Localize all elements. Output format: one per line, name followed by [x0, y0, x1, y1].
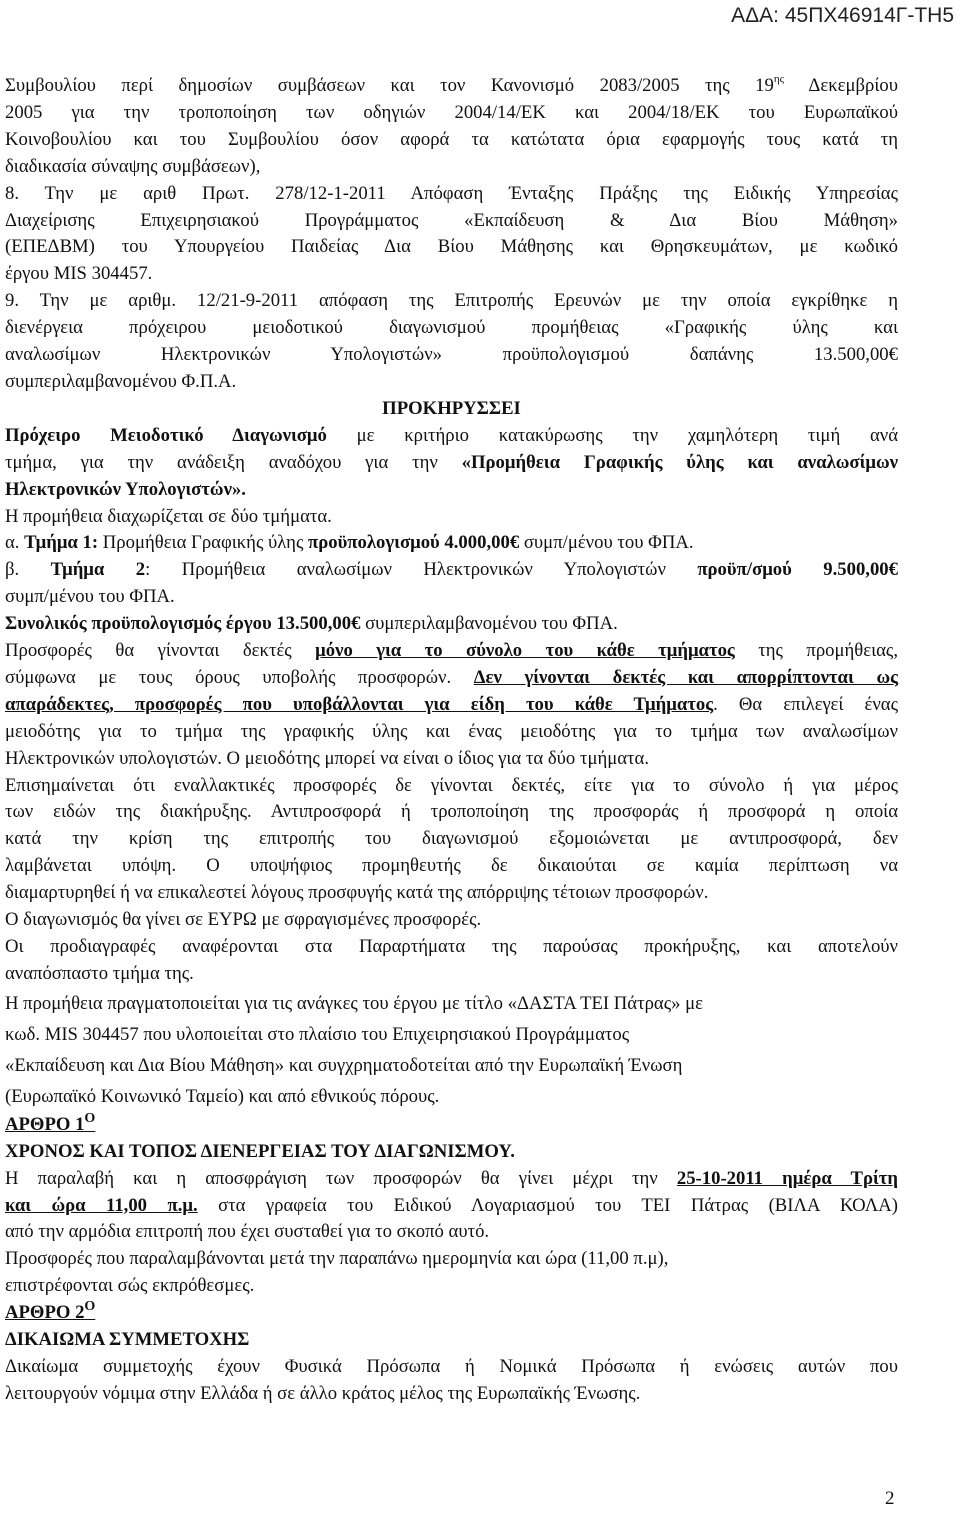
text-line: αναλωσίμων Ηλεκτρονικών Υπολογιστών» προϋπολογισμού δαπάνης 13.500,00€ [5, 344, 898, 366]
text-line: Κοινοβουλίου και του Συμβουλίου όσον αφορά τα κατώτατα όρια εφαρμογής τους κατά τη [5, 128, 898, 150]
lot-2: β. Τμήμα 2: Προμήθεια αναλωσίμων Ηλεκτρονικών Υπολογιστών προϋπ/σμού 9.500,00€ [5, 559, 898, 581]
text-line: λειτουργούν νόμιμα στην Ελλάδα ή σε άλλο κράτος μέλος της Ευρωπαϊκής Ένωσης. [5, 1382, 641, 1404]
text-line: Επισημαίνεται ότι εναλλακτικές προσφορές δε γίνονται δεκτές, είτε για το σύνολο ή για μέρος [5, 774, 898, 796]
ordinal-superscript: ης [773, 73, 784, 85]
text-line: απαράδεκτες, προσφορές που υποβάλλονται για είδη του κάθε Τμήματος. Θα επιλεγεί ένας [5, 693, 898, 715]
text-line: Η προμήθεια διαχωρίζεται σε δύο τμήματα. [5, 505, 332, 527]
text-line: Ηλεκτρονικών Υπολογιστών». [5, 478, 246, 500]
text-line: επιστρέφονται σώς εκπρόθεσμες. [5, 1275, 255, 1297]
text-line: Ο διαγωνισμός θα γίνει σε ΕΥΡΩ με σφραγισμένες προσφορές. [5, 909, 482, 931]
document-body [5, 73, 898, 1408]
text-line: Συμβουλίου περί δημοσίων συμβάσεων και τον Κανονισμό 2083/2005 της $19^{\eta\varsigma}$ Δεκεμβρίου [5, 73, 898, 96]
text-line: 2005 για την τροποποίηση των οδηγιών 2004/14/ΕΚ και 2004/18/ΕΚ του Ευρωπαϊκού [5, 101, 898, 123]
text-line: Προσφορές θα γίνονται δεκτές μόνο για το σύνολο του κάθε τμήματος της προμήθειας, [5, 640, 898, 662]
text-line: και ώρα 11,00 π.μ. στα γραφεία του Ειδικού Λογαριασμού του ΤΕΙ Πάτρας (ΒΙΛΑ ΚΟΛΑ) [5, 1194, 898, 1216]
text-line: (Ευρωπαϊκό Κοινωνικό Ταμείο) και από εθνικούς πόρους. [5, 1085, 440, 1107]
text-line: Οι προδιαγραφές αναφέρονται στα Παραρτήματα της παρούσας προκήρυξης, και αποτελούν [5, 936, 898, 957]
text-line: συμπ/μένου του ΦΠΑ. [5, 586, 175, 608]
text-line: Διαχείρισης Επιχειρησιακού Προγράμματος «Εκπαίδευση & Δια Βίου Μάθηση» [5, 209, 898, 231]
text-line: λαμβάνεται υπόψη. Ο υποψήφιος προμηθευτής δε δικαιούται σε καμία περίπτωση να [5, 855, 898, 877]
lot-1: α. Τμήμα 1: Προμήθεια Γραφικής ύλης προϋπολογισμού 4.000,00€ συμπ/μένου του ΦΠΑ. [5, 532, 694, 554]
page-number: 2 [885, 1488, 895, 1509]
article-1-heading: ΑΡΘΡΟ $1^O$ [5, 1110, 96, 1135]
text-line: τμήμα, για την ανάδειξη αναδόχου για την «Προμήθεια Γραφικής ύλης και αναλωσίμων [5, 451, 898, 473]
text-line: συμπεριλαμβανομένου Φ.Π.Α. [5, 370, 237, 392]
text-line: μειοδότης για το τμήμα της γραφικής ύλης και ένας μειοδότης για το τμήμα των αναλωσίμων [5, 720, 898, 742]
text-line: (ΕΠΕΔΒΜ) του Υπουργείου Παιδείας Δια Βίου Μάθησης και Θρησκευμάτων, με κωδικό [5, 236, 898, 258]
text-line: Πρόχειρο Μειοδοτικό Διαγωνισμό με κριτήριο κατακύρωσης την χαμηλότερη τιμή ανά [5, 424, 899, 446]
text-line: των ειδών της διακήρυξης. Αντιπροσφορά ή τροποποίηση της προσφοράς ή προσφορά η οποία [5, 801, 898, 823]
text-line: σύμφωνα με τους όρους υποβολής προσφορών. Δεν γίνονται δεκτές και απορρίπτονται ως [5, 666, 898, 688]
text-line: κατά την κρίση της επιτροπής του διαγωνισμού εξομοιώνεται με αντιπροσφορά, δεν [5, 828, 898, 850]
text-line: διαδικασία σύναψης συμβάσεων), [5, 155, 261, 177]
text-line: Ηλεκτρονικών υπολογιστών. Ο μειοδότης μπορεί να είναι ο ίδιος για τα δύο τμήματα. [5, 747, 650, 769]
text-line: διενέργεια πρόχειρου μειοδοτικού διαγωνισμού προμήθειας «Γραφικής ύλης και [5, 317, 898, 339]
total-budget: Συνολικός προϋπολογισμός έργου 13.500,00€ συμπεριλαμβανομένου του ΦΠΑ. [5, 613, 618, 635]
text-line: Η παραλαβή και η αποσφράγιση των προσφορών θα γίνει μέχρι την 25-10-2011 ημέρα Τρίτη [5, 1167, 898, 1189]
article-1-title: ΧΡΟΝΟΣ ΚΑΙ ΤΟΠΟΣ ΔΙΕΝΕΡΓΕΙΑΣ ΤΟΥ ΔΙΑΓΩΝΙΣΜΟΥ. [5, 1140, 515, 1162]
text-line: Η προμήθεια πραγματοποιείται για τις ανάγκες του έργου με τίτλο «ΔΑΣΤΑ ΤΕΙ Πάτρας» με [5, 992, 703, 1014]
article-2-title: ΔΙΚΑΙΩΜΑ ΣΥΜΜΕΤΟΧΗΣ [5, 1329, 250, 1351]
text-line: Προσφορές που παραλαμβάνονται μετά την παραπάνω ημερομηνία και ώρα (11,00 π.μ), [5, 1248, 669, 1270]
text-line: Δικαίωμα συμμετοχής έχουν Φυσικά Πρόσωπα ή Νομικά Πρόσωπα ή ενώσεις αυτών που [5, 1355, 898, 1377]
text-line: διαμαρτυρηθεί ή να επικαλεστεί λόγους προσφυγής κατά της απόρριψης τέτοιων προσφορών. [5, 882, 709, 904]
ada-header: ΑΔΑ: 45ΠΧ46914Γ-ΤΗ5 [731, 4, 954, 27]
list-item-8: 8. Την με αριθ Πρωτ. 278/12-1-2011 Απόφαση Ένταξης Πράξης της Ειδικής Υπηρεσίας [5, 182, 898, 204]
text-line: κωδ. MIS 304457 που υλοποιείται στο πλαίσιο του Επιχειρησιακού Προγράμματος [5, 1023, 630, 1045]
proclamation-heading: ΠΡΟΚΗΡΥΣΣΕΙ [382, 397, 521, 419]
list-item-9: 9. Την με αριθμ. 12/21-9-2011 απόφαση της Επιτροπής Ερευνών με την οποία εγκρίθηκε η [5, 290, 898, 312]
text-line: «Εκπαίδευση και Δια Βίου Μάθηση» και συγχρηματοδοτείται από την Ευρωπαϊκή Ένωση [5, 1054, 683, 1076]
text-line: από την αρμόδια επιτροπή που έχει συσταθεί για το σκοπό αυτό. [5, 1221, 490, 1243]
text-line: έργου MIS 304457. [5, 263, 153, 285]
text-line: αναπόσπαστο τμήμα της. [5, 962, 194, 984]
article-2-heading: ΑΡΘΡΟ $2^O$ [5, 1299, 96, 1324]
